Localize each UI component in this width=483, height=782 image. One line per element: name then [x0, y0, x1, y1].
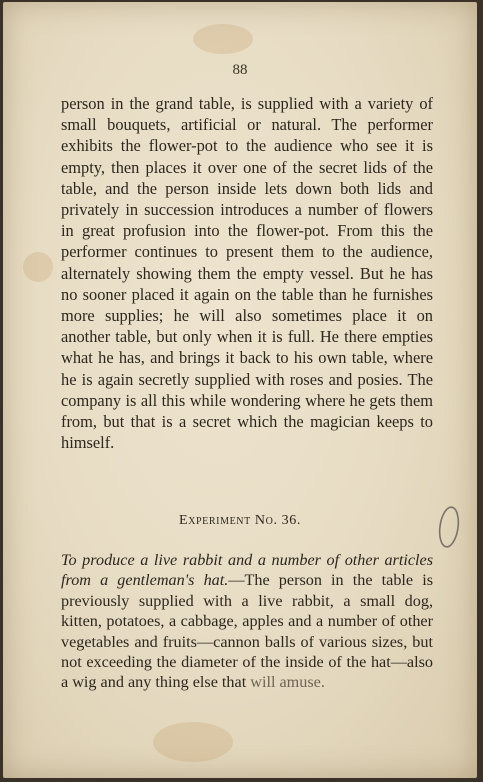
foxing-stain	[153, 722, 233, 762]
foxing-stain	[23, 252, 53, 282]
foxing-stain	[193, 24, 253, 54]
book-page	[3, 2, 477, 778]
experiment-heading: Experiment No. 36.	[179, 513, 301, 528]
experiment-title: To produce a live rabbit and a number of other articles from a gentleman's hat.	[61, 551, 433, 590]
paragraph-rabbit	[61, 550, 433, 693]
experiment-text: —The person in the table is previously supplied with a live rabbit, a small dog, kitten, potatoes, a cabbage, apples and a number of other vegetables and fruits—cannon balls of various sizes, but not exceeding the diameter of the inside of the hat—also a wig and any thing else that	[61, 571, 433, 692]
experiment-text-end: will amuse.	[250, 673, 325, 692]
pencil-zero-mark	[435, 502, 463, 552]
page-number: 88	[232, 62, 248, 78]
paragraph-flower-pot: person in the grand table, is supplied with a variety of small bouquets, artificial or natural. The performer exhibits the flower-pot to the audience who see it is empty, then places it over one of the secret lids of the table, and the person inside lets down both lids and privately in succession introduces a number of flowers in great profusion into the flower-pot. From this the performer continues to present them to the audience, alternately showing them the empty vessel. But he has no sooner placed it again on the table than he furnishes more supplies; he will also sometimes place it on another table, but only when it is full. He there empties what he has, and brings it back to his own table, where he is again secretly supplied with roses and posies. The company is all this while wondering where he gets them from, but that is a secret which the magician keeps to himself.	[61, 94, 433, 453]
